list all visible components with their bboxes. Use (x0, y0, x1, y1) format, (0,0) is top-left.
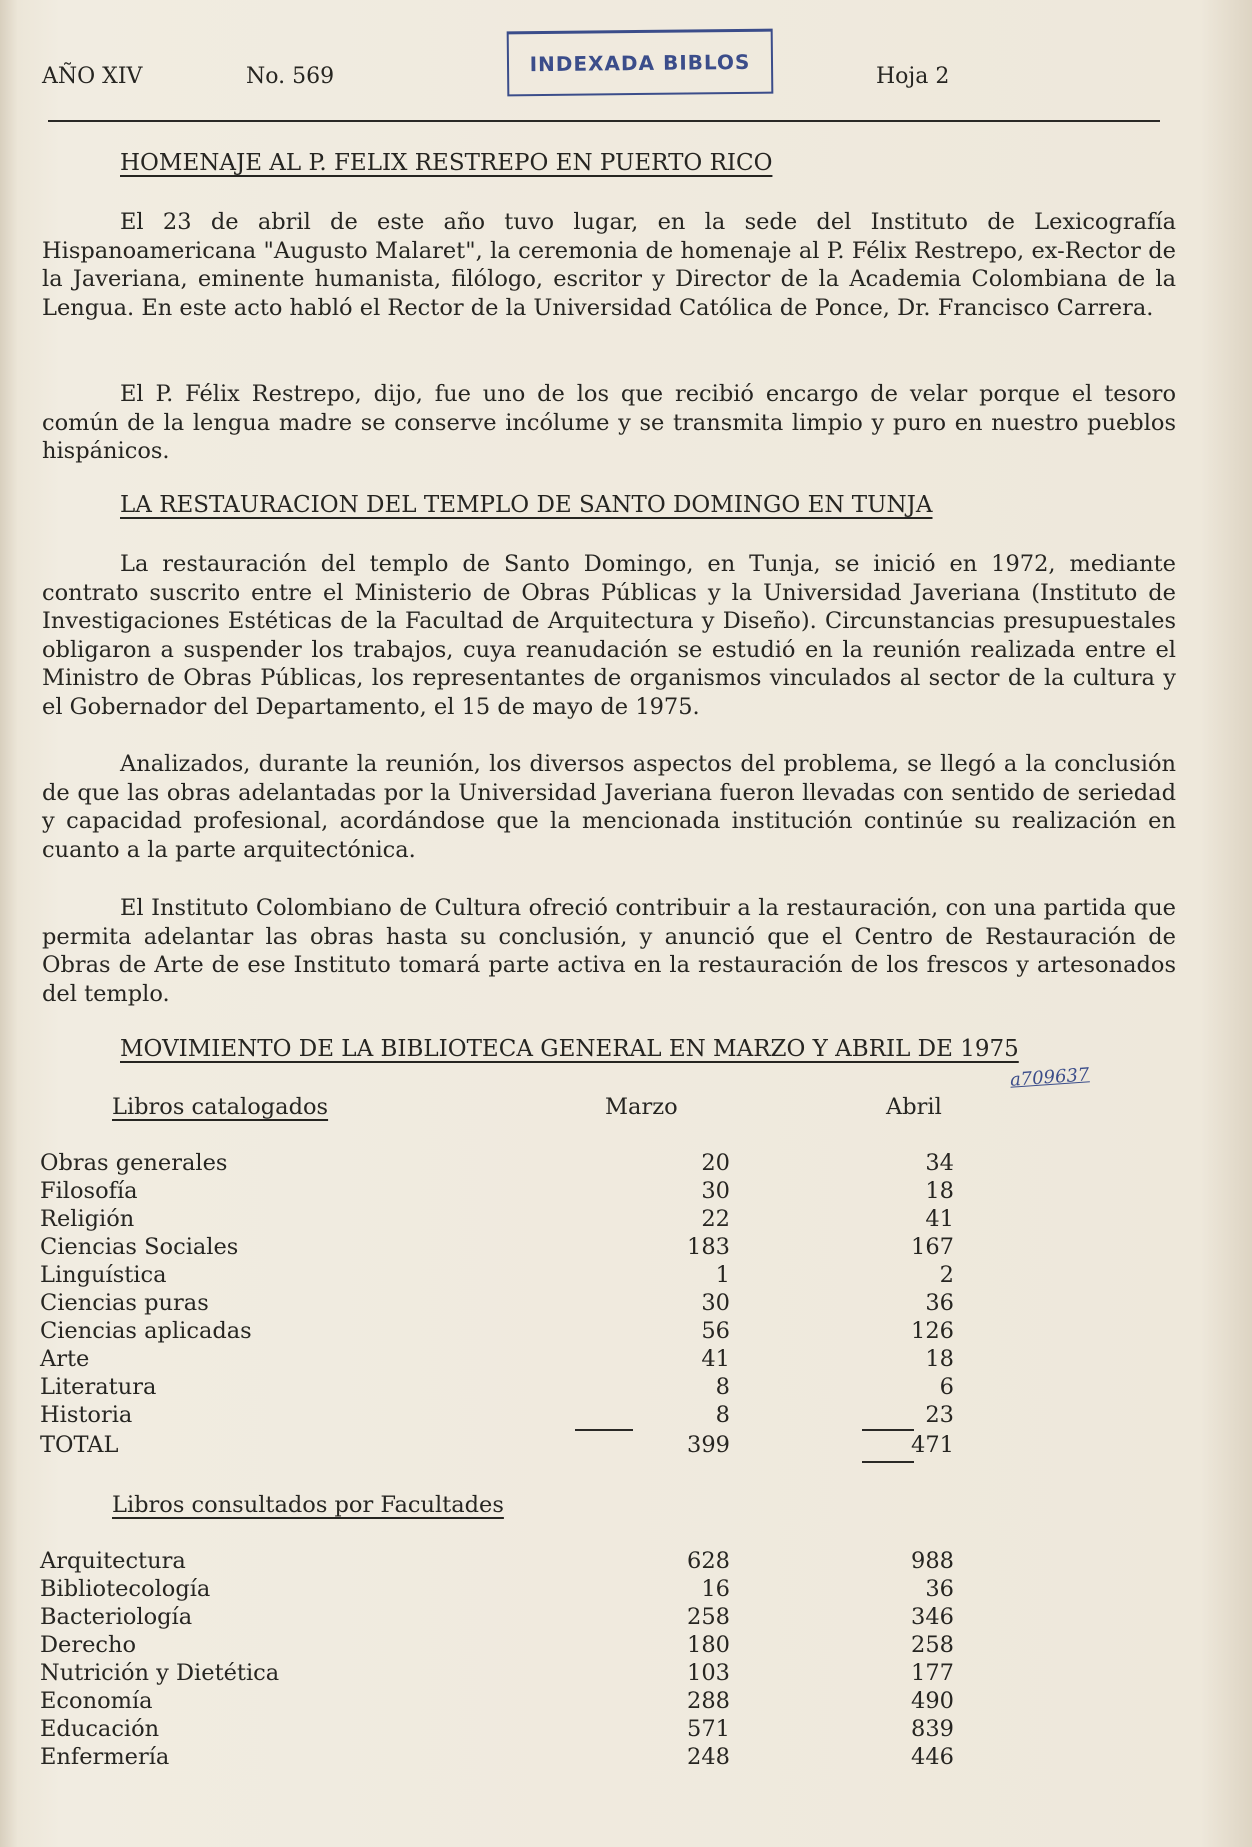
row-label: Ciencias Sociales (40, 1234, 239, 1260)
row-marzo: 22 (701, 1206, 730, 1232)
table-row (40, 1660, 1140, 1688)
row-marzo: 20 (701, 1150, 730, 1176)
row-marzo: 183 (687, 1234, 730, 1260)
table-row (40, 1178, 1140, 1206)
row-abril: 36 (925, 1576, 954, 1602)
row-label: Linguística (40, 1262, 167, 1288)
article2-title: LA RESTAURACION DEL TEMPLO DE SANTO DOMINGO EN TUNJA (120, 492, 933, 518)
row-marzo: 16 (701, 1576, 730, 1602)
row-marzo: 248 (687, 1744, 730, 1770)
row-label: TOTAL (40, 1432, 119, 1458)
article1-paragraph-1: El 23 de abril de este año tuvo lugar, en la sede del Instituto de Lexicografía Hispanoamericana "Augusto Malaret", la ceremonia de homenaje al P. Félix Restrepo, ex-Rector de la Javeriana, eminente humanista, filólogo, escritor y Director de la Academia Colombiana de la Lengua. En este acto habló el Rector de la Universidad Católica de Ponce, Dr. Francisco Carrera. (42, 209, 1176, 321)
row-abril: 36 (925, 1290, 954, 1316)
row-abril: 34 (925, 1150, 954, 1176)
row-abril: 18 (925, 1346, 954, 1372)
row-label: Filosofía (40, 1178, 138, 1204)
table-row (40, 1604, 1140, 1632)
row-marzo: 30 (701, 1290, 730, 1316)
table-row (40, 1576, 1140, 1604)
header-year: AÑO XIV (42, 64, 143, 89)
table-row (40, 1548, 1140, 1576)
indexada-stamp: INDEXADA BIBLOS (507, 29, 774, 97)
row-marzo: 180 (687, 1632, 730, 1658)
row-label: Obras generales (40, 1150, 228, 1176)
table1-title: Libros catalogados (112, 1094, 329, 1120)
row-label: Derecho (40, 1632, 137, 1658)
row-marzo: 288 (687, 1688, 730, 1714)
row-label: Enfermería (40, 1744, 170, 1770)
table2-title: Libros consultados por Facultades (112, 1492, 504, 1518)
table-row (40, 1318, 1140, 1346)
article3-title: MOVIMIENTO DE LA BIBLIOTECA GENERAL EN MARZO Y ABRIL DE 1975 (120, 1036, 1019, 1062)
row-abril: 167 (911, 1234, 954, 1260)
row-abril: 126 (911, 1318, 954, 1344)
header-rule (48, 120, 1160, 122)
article2-paragraph-3: El Instituto Colombiano de Cultura ofreció contribuir a la restauración, con una partida que permita adelantar las obras hasta su conclusión, y anunció que el Centro de Restauración de Obras de Arte de ese Instituto tomará parte activa en la restauración de los frescos y artesonados del templo. (42, 895, 1176, 1007)
row-marzo: 628 (687, 1548, 730, 1574)
row-abril: 258 (911, 1632, 954, 1658)
row-marzo: 8 (715, 1374, 730, 1400)
row-label: Religión (40, 1206, 135, 1232)
row-label: Literatura (40, 1374, 157, 1400)
row-label: Arquitectura (40, 1548, 186, 1574)
article1-paragraph-2: El P. Félix Restrepo, dijo, fue uno de los que recibió encargo de velar porque el tesoro común de la lengua madre se conserve incólume y se transmita limpio y puro en nuestro pueblos hispánicos. (42, 381, 1176, 465)
table-row (40, 1716, 1140, 1744)
table-row (40, 1374, 1140, 1402)
row-marzo: 103 (687, 1660, 730, 1686)
table-row (40, 1402, 1140, 1430)
row-label: Bacteriología (40, 1604, 193, 1630)
table-row (40, 1234, 1140, 1262)
row-marzo: 571 (687, 1716, 730, 1742)
row-abril: 988 (911, 1548, 954, 1574)
row-abril: 18 (925, 1178, 954, 1204)
total-rule-abril (862, 1429, 914, 1431)
row-label: Historia (40, 1402, 133, 1428)
table-row (40, 1744, 1140, 1772)
article2-paragraph-2: Analizados, durante la reunión, los diversos aspectos del problema, se llegó a la conclusión de que las obras adelantadas por la Universidad Javeriana fueron llevadas con sentido de seriedad y capacidad profesional, acordándose que la mencionada institución continúe su realización en cuanto a la parte arquitectónica. (42, 751, 1176, 863)
row-abril: 471 (911, 1432, 954, 1458)
row-abril: 490 (911, 1688, 954, 1714)
table-row (40, 1688, 1140, 1716)
row-marzo: 56 (701, 1318, 730, 1344)
article2-paragraph-1: La restauración del templo de Santo Domingo, en Tunja, se inició en 1972, mediante contrato suscrito entre el Ministerio de Obras Públicas y la Universidad Javeriana (Instituto de Investigaciones Estéticas de la Facultad de Arquitectura y Diseño). Circunstancias presupuestales obligaron a suspender los trabajos, cuya reanudación se estudió en la reunión realizada entre el Ministro de Obras Públicas, los representantes de organismos vinculados al sector de la cultura y el Gobernador del Departamento, el 15 de mayo de 1975. (42, 551, 1176, 720)
table-row-total (40, 1432, 1140, 1460)
row-abril: 446 (911, 1744, 954, 1770)
row-marzo: 258 (687, 1604, 730, 1630)
table-row (40, 1632, 1140, 1660)
row-abril: 346 (911, 1604, 954, 1630)
header-number: No. 569 (246, 64, 335, 89)
total-rule-marzo (575, 1429, 633, 1431)
row-abril: 6 (939, 1374, 954, 1400)
row-marzo: 8 (715, 1402, 730, 1428)
table-row (40, 1206, 1140, 1234)
row-marzo: 30 (701, 1178, 730, 1204)
row-marzo: 1 (715, 1262, 730, 1288)
row-label: Ciencias aplicadas (40, 1318, 252, 1344)
row-abril: 177 (911, 1660, 954, 1686)
row-label: Economía (40, 1688, 153, 1714)
table-row (40, 1290, 1140, 1318)
row-marzo: 41 (701, 1346, 730, 1372)
row-label: Arte (40, 1346, 90, 1372)
table-row (40, 1150, 1140, 1178)
row-marzo: 399 (687, 1432, 730, 1458)
table-row (40, 1262, 1140, 1290)
row-label: Ciencias puras (40, 1290, 209, 1316)
handwritten-code: a709637 (1009, 1064, 1091, 1091)
row-abril: 23 (925, 1402, 954, 1428)
total-underline-abril (862, 1461, 914, 1463)
row-label: Bibliotecología (40, 1576, 211, 1602)
row-label: Educación (40, 1716, 160, 1742)
row-label: Nutrición y Dietética (40, 1660, 280, 1686)
header-sheet: Hoja 2 (876, 64, 950, 89)
row-abril: 839 (911, 1716, 954, 1742)
row-abril: 2 (939, 1262, 954, 1288)
article1-title: HOMENAJE AL P. FELIX RESTREPO EN PUERTO RICO (120, 150, 773, 176)
col-header-marzo: Marzo (605, 1094, 678, 1120)
row-abril: 41 (925, 1206, 954, 1232)
col-header-abril: Abril (886, 1094, 942, 1120)
table-row (40, 1346, 1140, 1374)
